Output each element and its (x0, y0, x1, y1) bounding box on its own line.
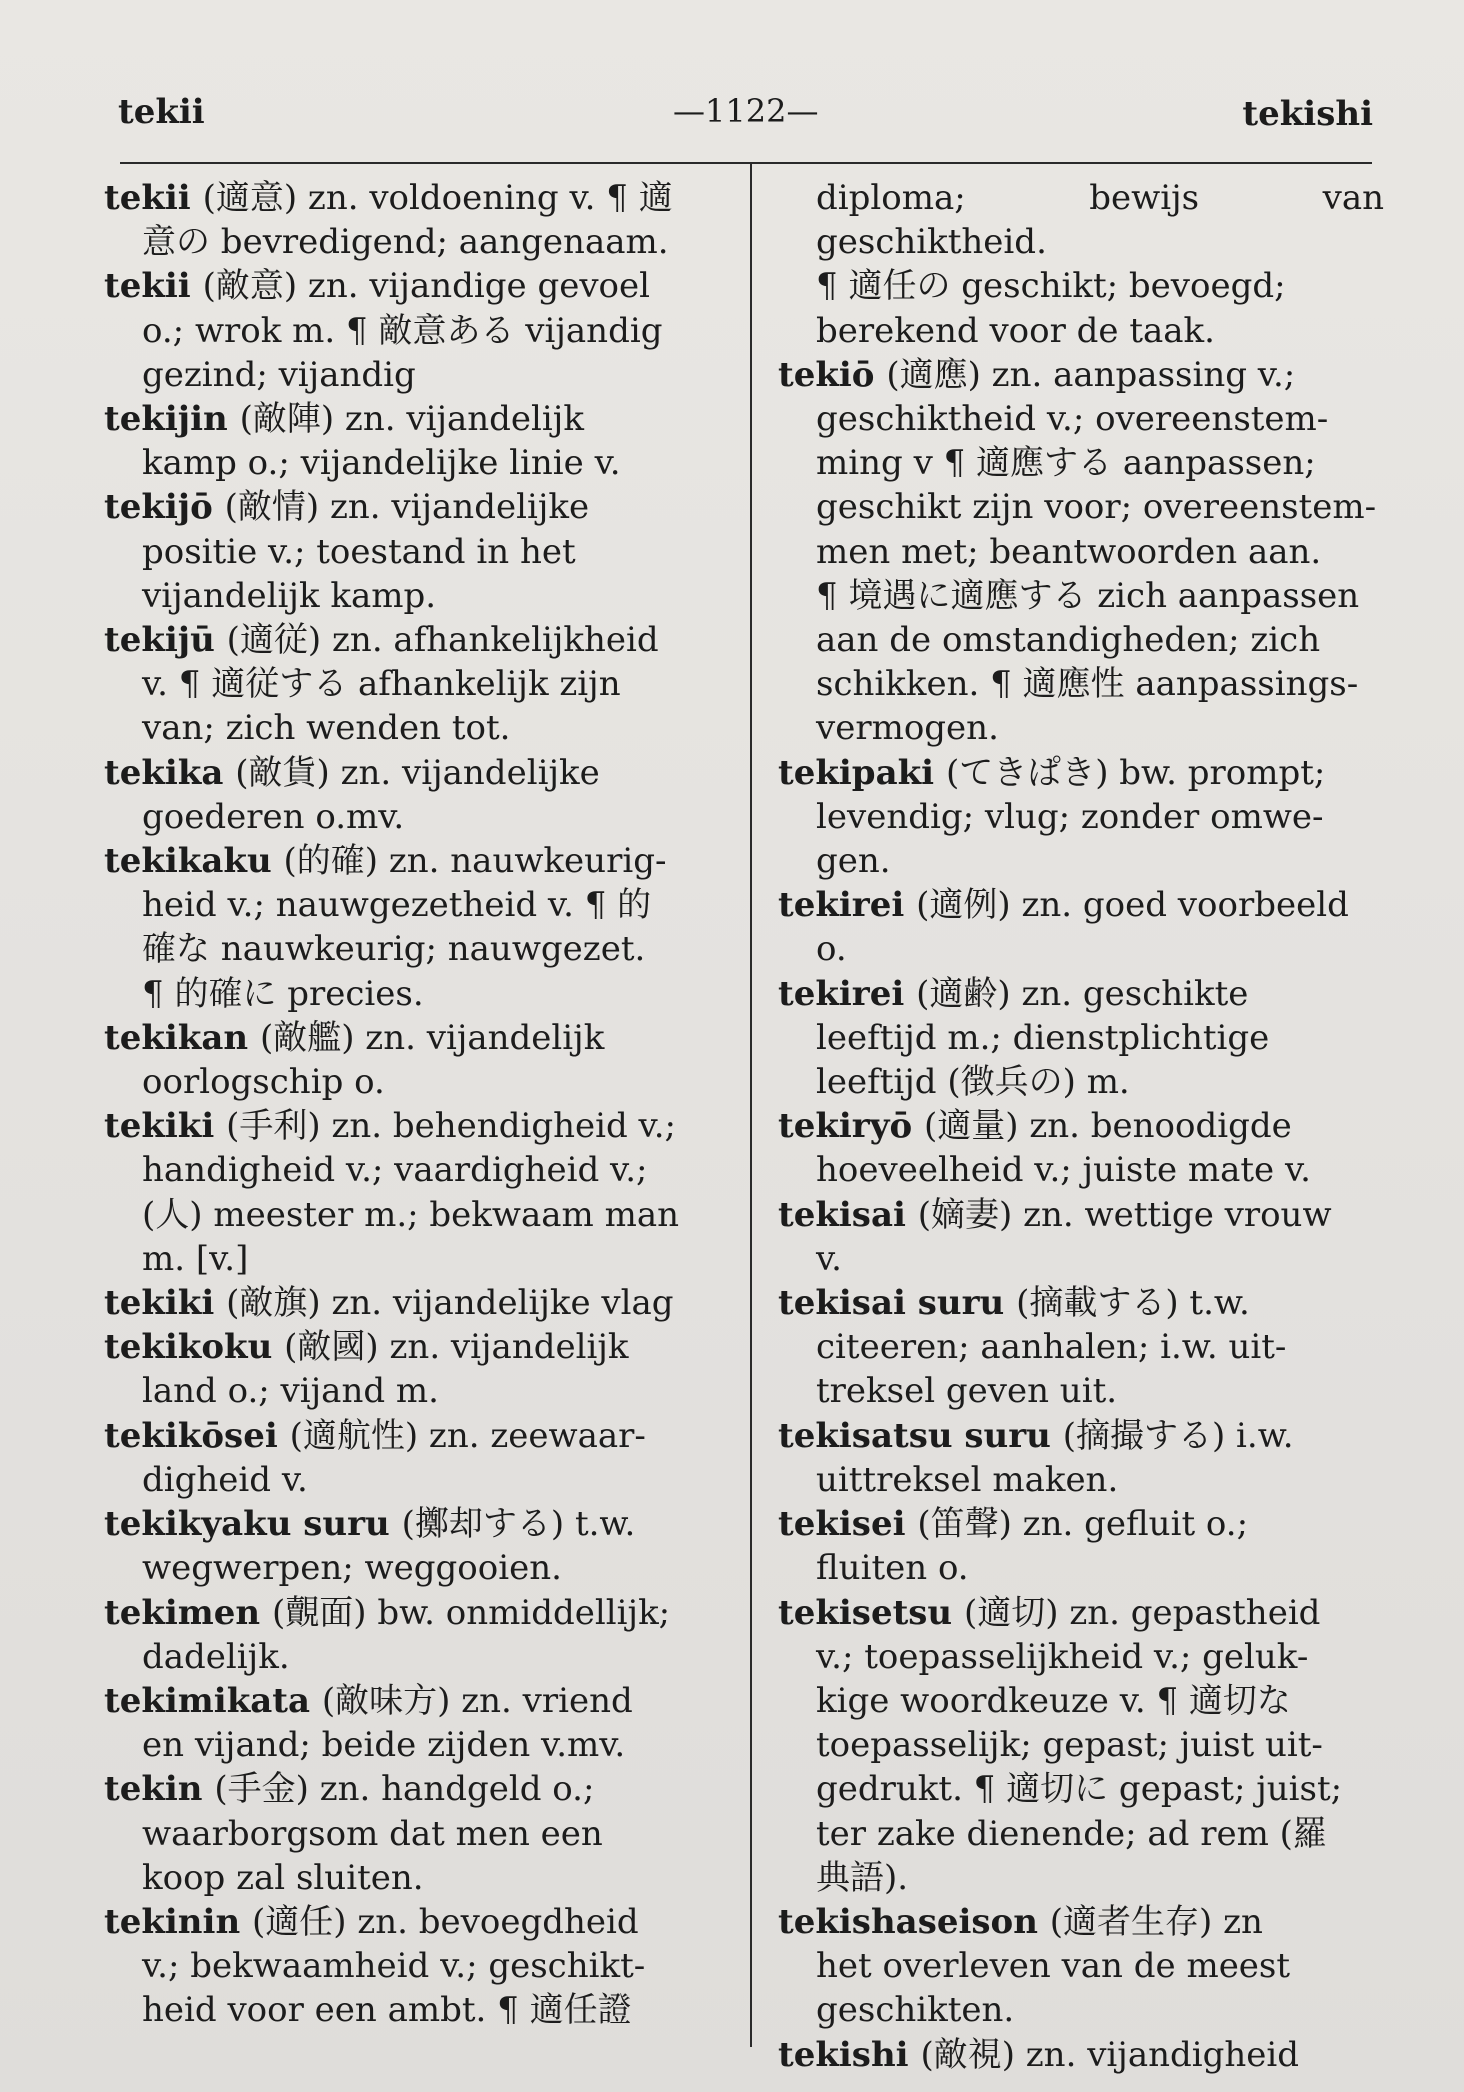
dictionary-entry (778, 972, 1384, 1105)
entry-continuation-line: levendig; vlug; zonder omwe- (816, 796, 1324, 837)
headword: tekijin (104, 399, 240, 440)
entry-continuation-line: ¶ 適任の geschikt; bevoegd; (816, 266, 1286, 307)
entry-first-line: tekisai (嫡妻) zn. wettige vrouw (778, 1194, 1332, 1235)
headword: tekijō (104, 487, 225, 528)
dictionary-entry (104, 485, 724, 618)
headword: tekii (104, 178, 203, 218)
dictionary-entry (104, 397, 724, 485)
entry-first-line: tekiō (適應) zn. aanpassing v.; (778, 354, 1296, 395)
dictionary-entry (778, 751, 1384, 884)
dictionary-entry (778, 176, 1384, 353)
entry-continuation-line: treksel geven uit. (816, 1371, 1118, 1412)
entry-first-line: tekikōsei (適航性) zn. zeewaar- (104, 1415, 646, 1456)
headword: tekisai (778, 1194, 918, 1235)
dictionary-entry (778, 1502, 1384, 1590)
entry-continuation-line: (人) meester m.; bekwaam man (142, 1194, 680, 1235)
headword: tekirei (778, 973, 917, 1014)
entry-first-line: tekijin (敵陣) zn. vijandelijk (104, 399, 584, 440)
entry-first-line: tekinin (適任) zn. bevoegdheid (104, 1901, 639, 1942)
dictionary-entry (104, 176, 724, 264)
entry-continuation-line: uittreksel maken. (816, 1459, 1119, 1500)
entry-continuation-line: gedrukt. ¶ 適切に gepast; juist; (816, 1769, 1343, 1810)
dictionary-entry (104, 1591, 724, 1679)
entry-continuation-line: hoeveelheid v.; juiste mate v. (816, 1150, 1311, 1191)
entry-continuation-line: waarborgsom dat men een (142, 1813, 603, 1854)
dictionary-entry (778, 883, 1384, 971)
headword: tekin (104, 1769, 215, 1810)
headword: tekishaseison (778, 1901, 1050, 1942)
headword: tekikyaku suru (104, 1504, 402, 1545)
headword: tekisetsu (778, 1592, 964, 1633)
entry-continuation-line: v.; toepasselijkheid v.; geluk- (816, 1636, 1309, 1677)
entry-continuation-line: wegwerpen; weggooien. (142, 1548, 562, 1589)
page-number: —1122— (673, 92, 819, 130)
headword: tekii (104, 266, 203, 307)
entry-first-line: tekimikata (敵味方) zn. vriend (104, 1680, 633, 1721)
entry-continuation-line: 意の bevredigend; aangenaam. (142, 222, 669, 263)
entry-first-line: tekikyaku suru (擲却する) t.w. (104, 1504, 636, 1545)
entry-continuation-line: oorlogschip o. (142, 1062, 385, 1103)
dictionary-entry (104, 1767, 724, 1900)
entry-continuation-line: fluiten o. (816, 1548, 969, 1589)
entry-continuation-line: berekend voor de taak. (816, 310, 1215, 351)
dictionary-entry (778, 353, 1384, 751)
entry-first-line: tekikoku (敵國) zn. vijandelijk (104, 1327, 629, 1368)
entry-continuation-line: van; zich wenden tot. (142, 708, 511, 749)
headword: tekiryō (778, 1106, 924, 1147)
header-rule (120, 162, 1372, 164)
entry-continuation-line: en vijand; beide zijden v.mv. (142, 1725, 626, 1766)
headword: tekikan (104, 1017, 260, 1058)
dictionary-entry (778, 1900, 1384, 2033)
headword: tekijū (104, 620, 227, 661)
dictionary-entry (104, 1679, 724, 1767)
entry-first-line: tekikaku (的確) zn. nauwkeurig- (104, 841, 667, 882)
entry-first-line: tekisetsu (適切) zn. gepastheid (778, 1592, 1321, 1633)
entry-continuation-line: handigheid v.; vaardigheid v.; (142, 1150, 648, 1191)
entry-first-line: tekijū (適従) zn. afhankelijkheid (104, 620, 659, 661)
entry-continuation-line: kamp o.; vijandelijke linie v. (142, 443, 621, 484)
entry-continuation-line: gen. (816, 841, 891, 882)
running-head-right: tekishi (1242, 94, 1373, 134)
entry-continuation-line: m. [v.] (142, 1238, 249, 1279)
entry-continuation-line: goederen o.mv. (142, 796, 405, 837)
entry-first-line: tekishi (敵視) zn. vijandigheid (778, 2034, 1300, 2075)
entry-continuation-line: o.; wrok m. ¶ 敵意ある vijandig (142, 310, 663, 351)
entry-continuation-line: kige woordkeuze v. ¶ 適切な (816, 1680, 1291, 1721)
entry-first-line: tekisai suru (摘載する) t.w. (778, 1283, 1250, 1324)
entry-continuation-line: men met; beantwoorden aan. (816, 531, 1322, 572)
entry-first-line: tekimen (覿面) bw. onmiddellijk; (104, 1592, 671, 1633)
entry-continuation-line: diploma; bewijs van geschiktheid. (816, 178, 1384, 263)
entry-continuation-line: land o.; vijand m. (142, 1371, 439, 1412)
entry-first-line: tekiki (手利) zn. behendigheid v.; (104, 1106, 676, 1147)
headword: tekikōsei (104, 1415, 290, 1456)
headword: tekika (104, 752, 236, 793)
entry-first-line: tekirei (適齢) zn. geschikte (778, 973, 1249, 1014)
dictionary-entry (778, 1281, 1384, 1414)
headword: tekisai suru (778, 1283, 1017, 1324)
entry-first-line: tekii (適意) zn. voldoening v. ¶ 適 (104, 178, 673, 218)
entry-continuation-line: heid voor een ambt. ¶ 適任證 (142, 1990, 632, 2031)
entry-continuation-line: ter zake dienende; ad rem (羅 (816, 1813, 1327, 1854)
entry-first-line: tekika (敵貨) zn. vijandelijke (104, 752, 600, 793)
entry-continuation-line: koop zal sluiten. (142, 1857, 424, 1898)
entry-continuation-line: geschikt zijn voor; overeenstem- (816, 487, 1377, 528)
headword: tekiō (778, 354, 887, 395)
entry-first-line: tekipaki (てきぱき) bw. prompt; (778, 752, 1326, 793)
entry-continuation-line: schikken. ¶ 適應性 aanpassings- (816, 664, 1359, 705)
column-divider (750, 162, 752, 2047)
entry-continuation-line: ¶ 境遇に適應する zich aanpassen (816, 575, 1360, 616)
page-header (118, 92, 1373, 142)
headword: tekiki (104, 1106, 227, 1147)
dictionary-entry (778, 1591, 1384, 1900)
left-column (104, 176, 724, 2033)
entry-continuation-line: digheid v. (142, 1459, 308, 1500)
entry-continuation-line: 確な nauwkeurig; nauwgezet. (142, 929, 646, 970)
entry-continuation-line: v. (816, 1238, 842, 1279)
entry-first-line: tekirei (適例) zn. goed voorbeeld (778, 885, 1349, 926)
entry-continuation-line: v. ¶ 適従する afhankelijk zijn (142, 664, 621, 705)
entry-continuation-line: positie v.; toestand in het (142, 531, 576, 572)
dictionary-entry (778, 1414, 1384, 1502)
entry-first-line: tekisatsu suru (摘撮する) i.w. (778, 1415, 1294, 1456)
entry-first-line: tekikan (敵艦) zn. vijandelijk (104, 1017, 605, 1058)
headword: tekinin (104, 1901, 253, 1942)
dictionary-entry (104, 1104, 724, 1281)
entry-continuation-line: leeftijd m.; dienstplichtige (816, 1017, 1270, 1058)
headword: tekipaki (778, 752, 946, 793)
entry-continuation-line: gezind; vijandig (142, 354, 416, 395)
entry-first-line: tekii (敵意) zn. vijandige gevoel (104, 266, 651, 307)
running-head-left: tekii (118, 92, 205, 132)
entry-continuation-line: o. (816, 929, 847, 970)
entry-continuation-line: toepasselijk; gepast; juist uit- (816, 1725, 1323, 1766)
entry-continuation-line: geschikten. (816, 1990, 1015, 2031)
headword: tekikoku (104, 1327, 285, 1368)
entry-continuation-line: ming v ¶ 適應する aanpassen; (816, 443, 1316, 484)
dictionary-entry (104, 1502, 724, 1590)
dictionary-entry (104, 1900, 724, 2033)
entry-continuation-line: 典語). (816, 1857, 909, 1898)
headword: tekimikata (104, 1680, 322, 1721)
dictionary-entry (104, 1016, 724, 1104)
entry-continuation-line: citeeren; aanhalen; i.w. uit- (816, 1327, 1287, 1368)
headword: tekiki (104, 1283, 227, 1324)
headword: tekisatsu suru (778, 1415, 1063, 1456)
entry-first-line: tekisei (笛聲) zn. gefluit o.; (778, 1504, 1249, 1545)
dictionary-entry (104, 264, 724, 397)
entry-continuation-line: ¶ 的確に precies. (142, 973, 424, 1014)
headword: tekisei (778, 1504, 918, 1545)
headword: tekishi (778, 2034, 921, 2075)
right-column (778, 176, 1384, 2077)
entry-first-line: tekin (手金) zn. handgeld o.; (104, 1769, 595, 1810)
headword: tekimen (104, 1592, 272, 1633)
dictionary-entry (104, 751, 724, 839)
entry-continuation-line: dadelijk. (142, 1636, 290, 1677)
entry-continuation-line: aan de omstandigheden; zich (816, 620, 1321, 661)
headword: tekikaku (104, 841, 284, 882)
dictionary-entry (104, 1281, 724, 1325)
dictionary-entry (104, 618, 724, 751)
dictionary-entry (778, 2033, 1384, 2077)
entry-continuation-line: het overleven van de meest (816, 1946, 1291, 1987)
entry-continuation-line: geschiktheid v.; overeenstem- (816, 399, 1329, 440)
dictionary-entry (104, 1414, 724, 1502)
dictionary-entry (778, 1104, 1384, 1192)
entry-continuation-line: vijandelijk kamp. (142, 575, 437, 616)
dictionary-entry (104, 1325, 724, 1413)
entry-first-line: tekiki (敵旗) zn. vijandelijke vlag (104, 1283, 674, 1324)
dictionary-entry (104, 839, 724, 1016)
entry-continuation-line: v.; bekwaamheid v.; geschikt- (142, 1946, 646, 1987)
entry-first-line: tekijō (敵情) zn. vijandelijke (104, 487, 590, 528)
dictionary-entry (778, 1193, 1384, 1281)
entry-first-line: tekiryō (適量) zn. benoodigde (778, 1106, 1292, 1147)
entry-first-line: tekishaseison (適者生存) zn (778, 1901, 1263, 1942)
entry-continuation-line: heid v.; nauwgezetheid v. ¶ 的 (142, 885, 652, 926)
headword: tekirei (778, 885, 917, 926)
entry-continuation-line: leeftijd (徴兵の) m. (816, 1062, 1130, 1103)
entry-continuation-line: vermogen. (816, 708, 999, 749)
